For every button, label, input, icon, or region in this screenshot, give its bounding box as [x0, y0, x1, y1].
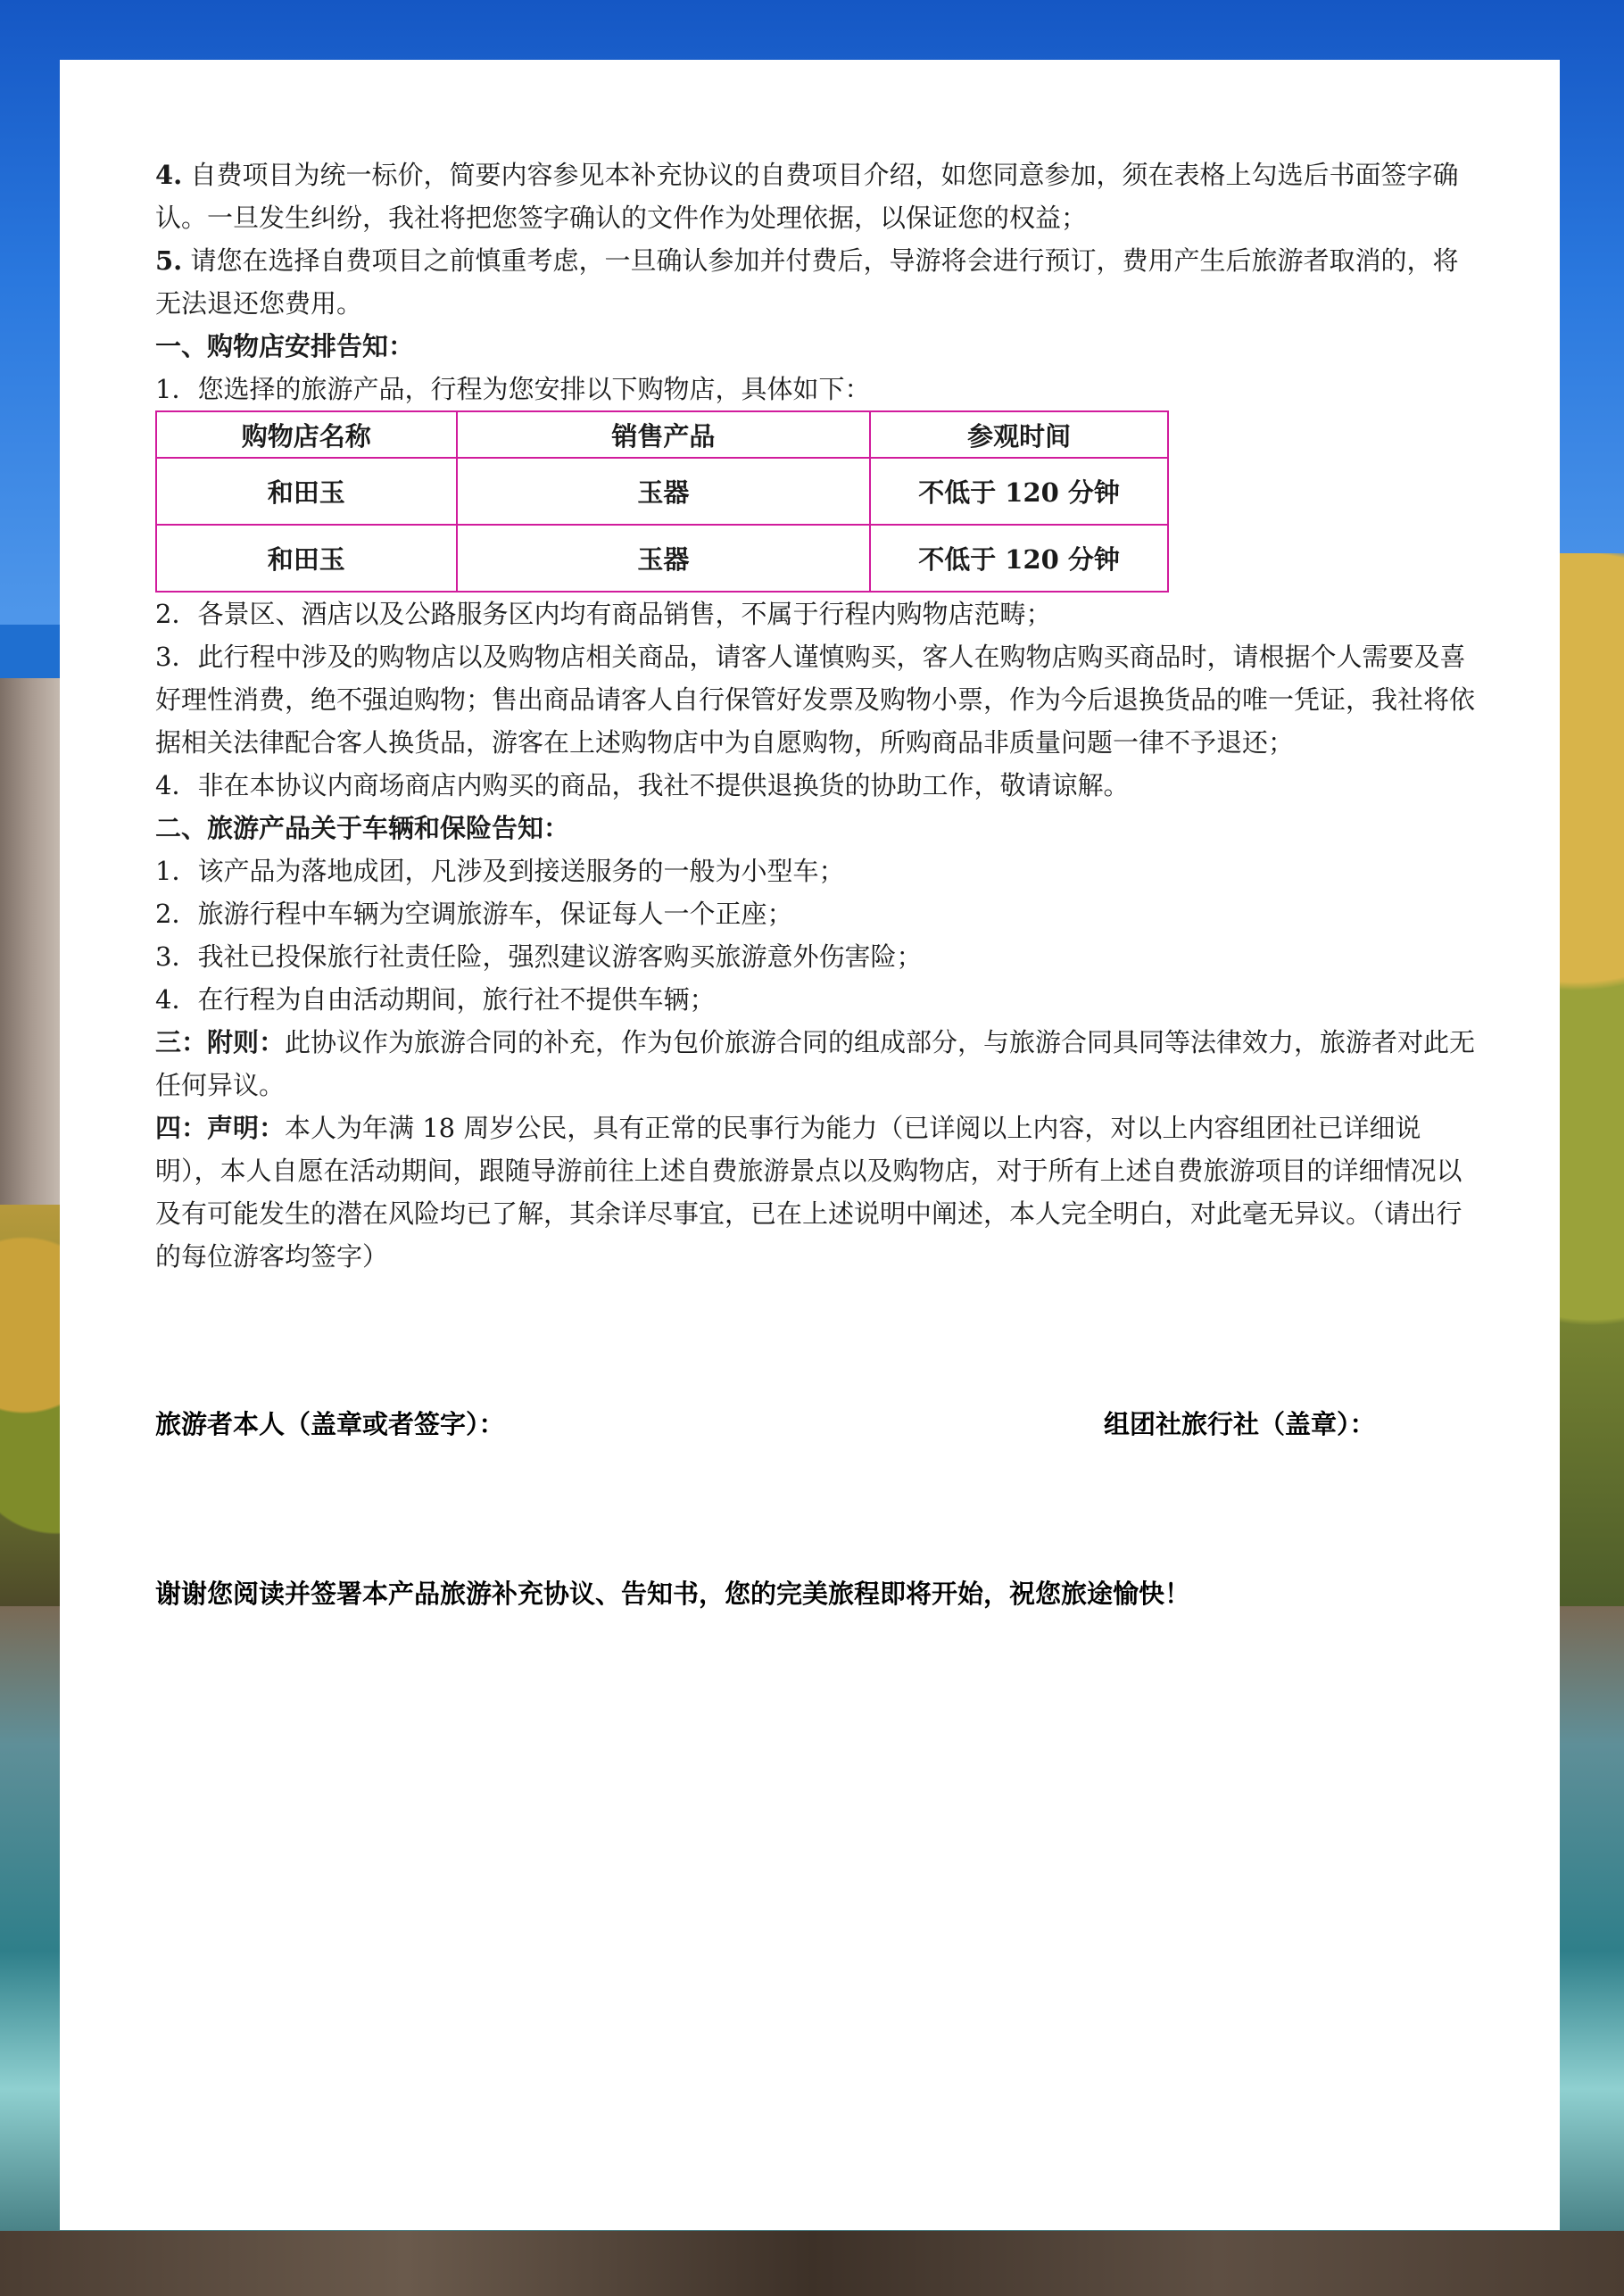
table-row: [156, 525, 1168, 592]
section-2-item-1: 1．该产品为落地成团，凡涉及到接送服务的一般为小型车；: [155, 856, 845, 886]
section-1-item-3: 3．此行程中涉及的购物店以及购物店相关商品，请客人谨慎购买，客人在购物店购买商品时，请根据个人需要及喜好理性消费，绝不强迫购物；售出商品请客人自行保管好发票及购物小票，作为今后退换货品的唯一凭证，我社将依据相关法律配合客人换货品，游客在上述购物店中为自愿购物，所购商品非质量问题一律不予退还；: [155, 642, 1476, 758]
table-header-visit-time: 参观时间: [870, 411, 1168, 458]
item-text: 请您在选择自费项目之前慎重考虑，一旦确认参加并付费后，导游将会进行预订，费用产生后旅游者取消的，将无法退还您费用。: [155, 245, 1459, 319]
table-cell: 和田玉: [156, 458, 457, 525]
shopping-stores-table: [155, 410, 1169, 593]
thank-you-note: 谢谢您阅读并签署本产品旅游补充协议、告知书，您的完美旅程即将开始，祝您旅途愉快！: [155, 1579, 1191, 1609]
section-3-label: 三：附则：: [155, 1027, 286, 1057]
section-1-item-4: 4．非在本协议内商场商店内购买的商品，我社不提供退换货的协助工作，敬请谅解。: [155, 770, 1130, 800]
item-4-paragraph: [155, 153, 1476, 239]
table-cell: 不低于 120 分钟: [870, 458, 1168, 525]
river-rocks-background: [0, 2231, 1624, 2296]
item-number: 5.: [155, 245, 183, 276]
item-number: 4.: [155, 160, 183, 190]
section-4-paragraph: [155, 1107, 1476, 1278]
table-header-store-name: 购物店名称: [156, 411, 457, 458]
table-cell: 和田玉: [156, 525, 457, 592]
table-row: [156, 458, 1168, 525]
section-4-label: 四：声明：: [155, 1113, 286, 1143]
table-header-row: [156, 411, 1168, 458]
document-body: [155, 153, 1476, 1278]
agency-stamp-label: 组团社旅行社（盖章）：: [1104, 1409, 1376, 1439]
item-text: 自费项目为统一标价，简要内容参见本补充协议的自费项目介绍，如您同意参加，须在表格上勾选后书面签字确认。一旦发生纠纷，我社将把您签字确认的文件作为处理依据，以保证您的权益；: [155, 160, 1459, 233]
table-cell: 玉器: [457, 525, 871, 592]
section-4-text: 本人为年满 18 周岁公民，具有正常的民事行为能力（已详阅以上内容，对以上内容组团社已详细说明），本人自愿在活动期间，跟随导游前往上述自费旅游景点以及购物店，对于所有上述自费旅游项目的详细情况以及有可能发生的潜在风险均已了解，其余详尽事宜，已在上述说明中阐述，本人完全明白，对此毫无异议。（请出行的每位游客均签字）: [155, 1113, 1462, 1272]
section-1-item-2: 2．各景区、酒店以及公路服务区内均有商品销售，不属于行程内购物店范畴；: [155, 599, 1052, 629]
signature-row: [155, 1403, 1476, 1446]
tourist-signature-label: 旅游者本人（盖章或者签字）：: [155, 1409, 505, 1439]
item-5-paragraph: [155, 239, 1476, 325]
section-2-item-4: 4．在行程为自由活动期间，旅行社不提供车辆；: [155, 984, 716, 1015]
section-3-paragraph: [155, 1021, 1476, 1107]
table-header-products: 销售产品: [457, 411, 871, 458]
table-cell: 不低于 120 分钟: [870, 525, 1168, 592]
section-2-item-3: 3．我社已投保旅行社责任险，强烈建议游客购买旅游意外伤害险；: [155, 941, 923, 972]
section-3-text: 此协议作为旅游合同的补充，作为包价旅游合同的组成部分，与旅游合同具同等法律效力，旅游者对此无任何异议。: [155, 1027, 1476, 1100]
section-2-item-2: 2．旅游行程中车辆为空调旅游车，保证每人一个正座；: [155, 899, 793, 929]
section-2-heading: 二、旅游产品关于车辆和保险告知：: [155, 813, 570, 843]
table-cell: 玉器: [457, 458, 871, 525]
section-1-heading: 一、购物店安排告知：: [155, 331, 415, 361]
section-1-item-1: 1．您选择的旅游产品，行程为您安排以下购物店，具体如下：: [155, 374, 871, 404]
